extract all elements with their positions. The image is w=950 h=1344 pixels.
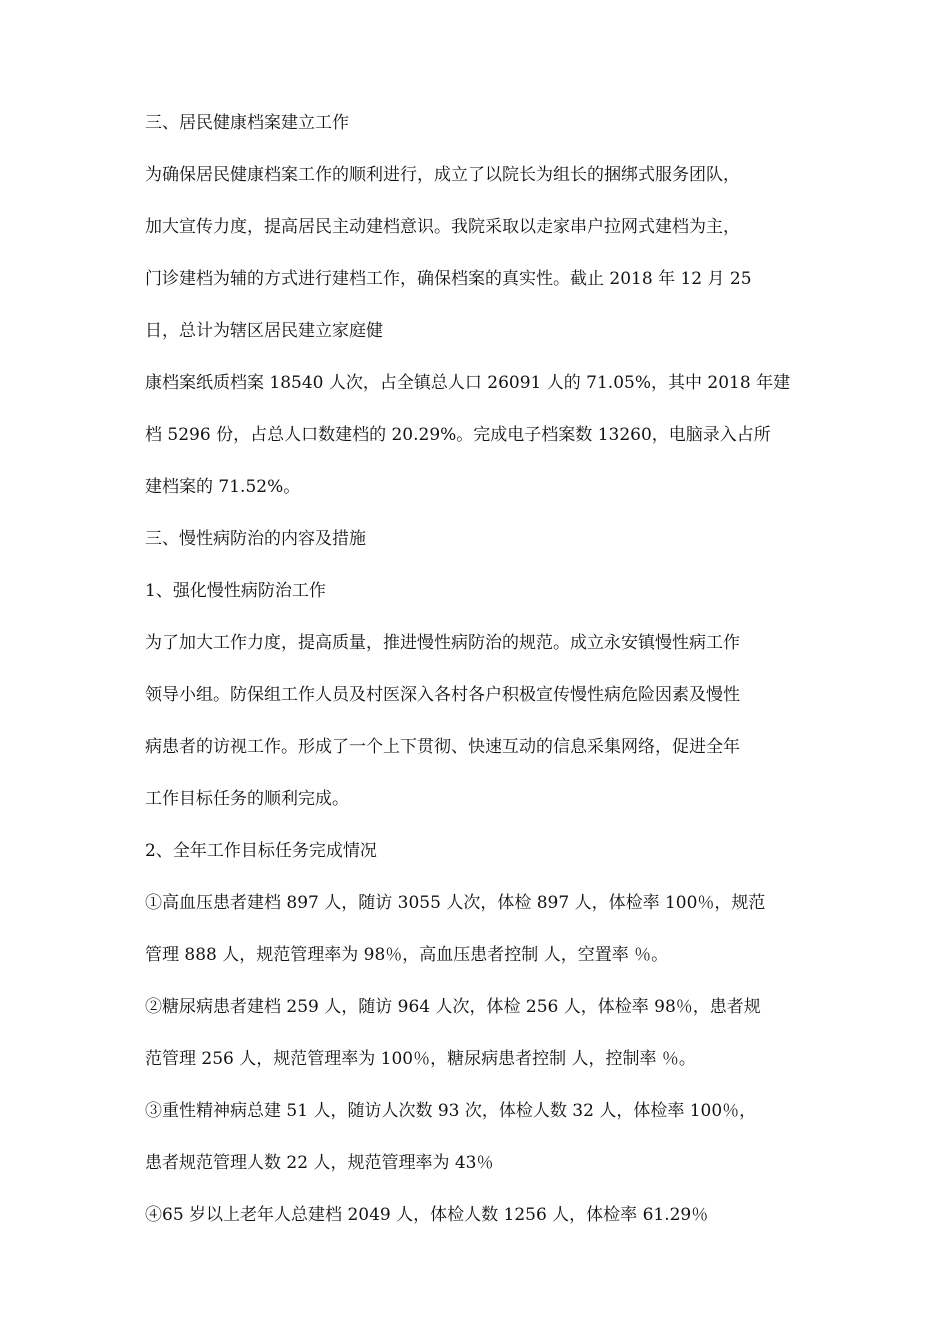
list-item-hypertension: ①高血压患者建档 897 人，随访 3055 人次，体检 897 人，体检率 100％，规范 [145,893,766,913]
list-item-mental-illness-cont: 患者规范管理人数 22 人，规范管理率为 43％ [145,1153,494,1173]
list-item-elderly: ④65 岁以上老年人总建档 2049 人，体检人数 1256 人，体检率 61.29％ [145,1205,709,1225]
paragraph-line: 工作目标任务的顺利完成。 [145,789,349,809]
section-heading-health-records: 三、居民健康档案建立工作 [145,113,349,133]
paragraph-line: 建档案的 71.52%。 [145,477,301,497]
document-body [145,104,810,1248]
paragraph-line: 为了加大工作力度，提高质量，推进慢性病防治的规范。成立永安镇慢性病工作 [145,633,740,653]
paragraph-line: 档 5296 份，占总人口数建档的 20.29%。完成电子档案数 13260，电脑录入占所 [145,425,771,445]
subheading-strengthen-prevention: 1、强化慢性病防治工作 [145,581,326,601]
paragraph-line: 门诊建档为辅的方式进行建档工作，确保档案的真实性。截止 2018 年 12 月 25 [145,269,752,289]
paragraph-line: 日，总计为辖区居民建立家庭健 [145,321,383,341]
paragraph-line: 领导小组。防保组工作人员及村医深入各村各户积极宣传慢性病危险因素及慢性 [145,685,740,705]
list-item-diabetes: ②糖尿病患者建档 259 人，随访 964 人次，体检 256 人，体检率 98％，患者规 [145,997,761,1017]
paragraph-line: 加大宣传力度，提高居民主动建档意识。我院采取以走家串户拉网式建档为主， [145,217,740,237]
section-heading-chronic-disease: 三、慢性病防治的内容及措施 [145,529,366,549]
list-item-hypertension-cont: 管理 888 人，规范管理率为 98％，高血压患者控制 人，空置率 ％。 [145,945,669,965]
paragraph-line: 为确保居民健康档案工作的顺利进行，成立了以院长为组长的捆绑式服务团队， [145,165,740,185]
subheading-annual-targets: 2、全年工作目标任务完成情况 [145,841,377,861]
list-item-diabetes-cont: 范管理 256 人，规范管理率为 100％，糖尿病患者控制 人，控制率 ％。 [145,1049,696,1069]
paragraph-line: 康档案纸质档案 18540 人次，占全镇总人口 26091 人的 71.05%，其中 2018 年建 [145,373,791,393]
list-item-mental-illness: ③重性精神病总建 51 人，随访人次数 93 次，体检人数 32 人，体检率 100％， [145,1101,757,1121]
paragraph-line: 病患者的访视工作。形成了一个上下贯彻、快速互动的信息采集网络，促进全年 [145,737,740,757]
